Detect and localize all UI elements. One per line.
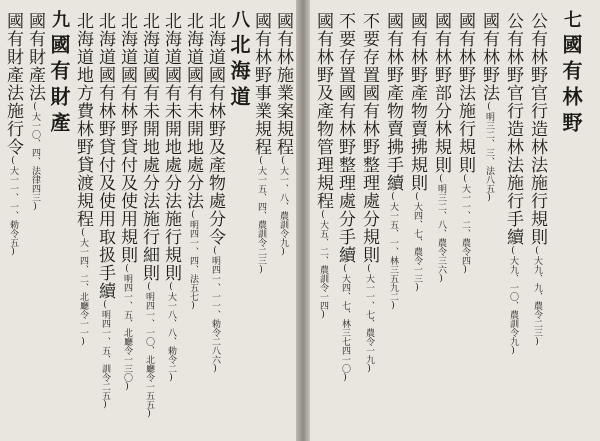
- list-item: 國有林野法(明三二、三、法八五): [479, 12, 499, 203]
- list-item: 國有林野及產物管理規程(大五、二、農訓令一四): [313, 12, 333, 320]
- list-item: 國有林野事業規程(大一五、四、農訓令二三): [251, 12, 271, 275]
- list-item: 北海道國有未開地處分法(明四一、四、法五七): [183, 12, 203, 311]
- list-item: 國有林野部分林規則(明三二、八、農令三六): [431, 12, 451, 284]
- list-item: 公有林野官行造林法施行手續(大九、一〇、農訓令九): [503, 12, 523, 356]
- list-item: 國有財產法(大一〇、四、法律四三): [25, 12, 45, 212]
- list-item: 國有財產法施行令(大一一、一、勅令五): [3, 12, 23, 257]
- list-item: 國有林野產物賣拂手續(大一五、一、林三五九二): [383, 12, 403, 311]
- list-item: 北海道國有未開地處分法施行細則(明四一、一〇、北廳令一五五): [139, 12, 159, 419]
- list-item: 北海道國有林野及產物處分令(明四一、一一、勅令二八六): [205, 12, 225, 374]
- list-item: 國有林施業案規程(大一、八、農訓令九): [273, 12, 293, 257]
- list-item: 國有林野產物賣拂規則(大四、七、農令一三): [407, 12, 427, 293]
- list-item: 北海道國有林野貸付及使用取扱手續(明四一、五、訓令二五): [95, 12, 115, 410]
- section9-heading: 九國有財產: [47, 10, 71, 138]
- list-item: 國有林野法施行規則(大一一、二、農令四): [455, 12, 475, 275]
- list-item: 公有林野官行造林法施行規則(大九、九、農令二三): [527, 12, 547, 347]
- book-gutter: [296, 0, 310, 441]
- list-item: 北海道國有未開地處分法施行規則(大一八、八、勅令二): [161, 12, 181, 383]
- section7-heading: 七國有林野: [559, 10, 583, 138]
- section8-heading: 八北海道: [227, 10, 251, 112]
- list-item: 不要存置國有林野整理處分手續(大四、七、林三七四一〇): [335, 12, 355, 383]
- list-item: 北海道地方費林野貸渡規程(大一四、二、北廳令一一): [73, 12, 93, 347]
- list-item: 不要存置國有林野整理處分規則(大一一、七、農令一九): [359, 12, 379, 374]
- list-item: 北海道國有林野貸付及使用規則(明四一、五、北廳令一三〇): [117, 12, 137, 392]
